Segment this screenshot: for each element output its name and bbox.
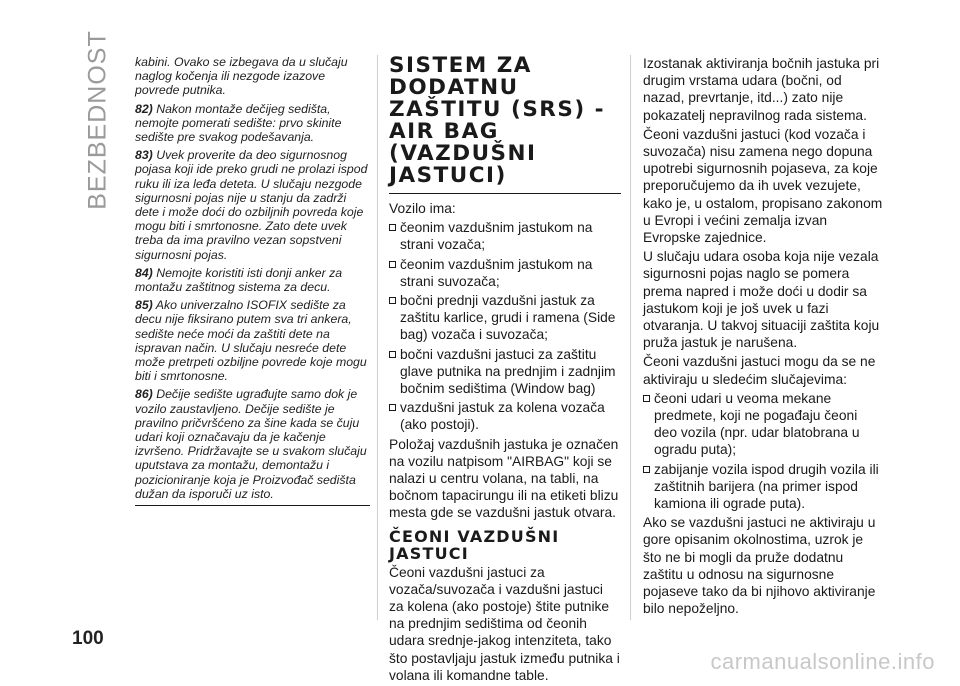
notes-column <box>135 55 370 506</box>
note-82 <box>135 102 370 145</box>
footer-watermark[interactable]: carmanualsonline.info <box>710 649 935 674</box>
list-item-text: bočni vazdušni jastuci za zaštitu glave putnika na prednjim i zadnjim bočnim sedištima (Window bag) <box>400 346 616 397</box>
airbag-section-column <box>389 55 621 686</box>
column-divider-2 <box>630 55 631 620</box>
checkbox-bullet-icon <box>389 297 396 304</box>
continuation-column <box>643 55 883 620</box>
page-number: 100 <box>72 628 104 649</box>
list-item <box>389 219 621 253</box>
checkbox-bullet-icon <box>643 466 650 473</box>
note-84 <box>135 266 370 294</box>
checkbox-bullet-icon <box>389 224 396 231</box>
checkbox-bullet-icon <box>389 351 396 358</box>
list-item-text: čeonim vazdušnim jastukom na strani vozača; <box>400 220 593 253</box>
intro-text: Vozilo ima: <box>389 201 456 216</box>
list-item <box>389 346 621 398</box>
paragraph: Ako se vazdušni jastuci ne aktiviraju u gore opisanim okolnostima, uzrok je što ne bi mogli da pruže dodatnu zaštitu u odnosu na sigurnosne pojaseve tako da bi njihovo aktiviranje bilo nepoželjno. <box>643 515 876 617</box>
note-number: 83) <box>135 148 153 163</box>
note-text: Nemojte koristiti isti donji anker za montažu zaštitnog sistema za decu. <box>135 265 343 295</box>
note-number: 82) <box>135 101 153 116</box>
list-item-text: zabijanje vozila ispod drugih vozila ili zaštitnih barijera (na primer ispod kamiona ili ograde puta). <box>654 461 879 512</box>
note-text: Dečije sedište ugrađujte samo dok je vozilo zaustavljeno. Dečije sedište je pravilno pričvršćeno za šine kada se čuju udari koji označavaju da je kačenje izvršeno. Pridržavajte se u svakom slučaju uputstava za montažu, demontažu i pozicioniranje koja je Proizvođač sedišta dužan da isporuči uz isto. <box>135 387 367 501</box>
list-item <box>389 399 621 433</box>
note-number: 86) <box>135 387 153 402</box>
paragraph: U slučaju udara osoba koja nije vezala sigurnosni pojas naglo se pomera prema napred i može doći u dodir sa jastukom koji je još uvek u fazi otvaranja. U takvoj situaciji zaštita koju pruža jastuk je narušena. <box>643 249 880 351</box>
paragraph: Čeoni vazdušni jastuci (kod vozača i suvozača) nisu zamena nego dopuna upotrebi sigurnosnih pojaseva, za koje preporučujemo da ih uvek vezujete, kako je, u ostalom, propisano zakonom u Evropi i većini zemalja izvan Evropske zajednice. <box>643 126 883 246</box>
subsection-heading: ČEONI VAZDUŠNI JASTUCI <box>389 526 560 563</box>
note-83 <box>135 148 370 262</box>
notes-end-rule <box>135 505 370 506</box>
note-85 <box>135 298 370 383</box>
paragraph: Čeoni vazdušni jastuci mogu da se ne aktiviraju u sledećim slučajevima: <box>643 354 876 387</box>
note-text: Nakon montaže dečijeg sedišta, nemojte pomerati sedište: prvo skinite sedište pre svakog podešavanja. <box>135 101 342 145</box>
note-86 <box>135 387 370 501</box>
list-item-text: čeoni udari u veoma mekane predmete, koji ne pogađaju čeoni deo vozila (npr. udar blatobrana u ogradu puta); <box>654 390 860 458</box>
column-divider-1 <box>377 55 378 620</box>
paragraph: Izostanak aktiviranja bočnih jastuka pri drugim vrstama udara (bočni, od nazad, prevrtanje, itd...) zato nije pokazatelj nepravilnog rada sistema. <box>643 56 880 123</box>
note-intro: kabini. Ovako se izbegava da u slučaju naglog kočenja ili nezgode izazove povrede putnika. <box>135 55 348 98</box>
checkbox-bullet-icon <box>389 404 396 411</box>
section-side-title <box>83 30 113 210</box>
paragraph: Čeoni vazdušni jastuci za vozača/suvozača i vazdušni jastuci za kolena (ako postoje) štite putnike na prednjim sedištima od čeonih udara srednje-jakog intenziteta, tako što postavljaju jastuk između putnika i volana ili komandne table. <box>389 564 620 683</box>
list-item <box>643 390 883 459</box>
section-heading: SISTEM ZA DODATNU ZAŠTITU (SRS) - AIR BAG (VAZDUŠNI JASTUCI) <box>389 55 621 194</box>
side-title-text: BEZBEDNOST <box>83 30 112 210</box>
list-item <box>389 256 621 290</box>
note-number: 84) <box>135 265 153 280</box>
list-item <box>643 461 883 513</box>
list-item <box>389 292 621 344</box>
checkbox-bullet-icon <box>389 261 396 268</box>
checkbox-bullet-icon <box>643 395 650 402</box>
list-item-text: čeonim vazdušnim jastukom na strani suvozača; <box>400 256 593 289</box>
note-number: 85) <box>135 298 153 313</box>
list-item-text: bočni prednji vazdušni jastuk za zaštitu karlice, grudi i ramena (Side bag) vozača i suvozača; <box>400 293 616 343</box>
paragraph: Položaj vazdušnih jastuka je označen na vozilu natpisom "AIRBAG" koji se nalazi u centru volana, na tabli, na bočnom tapacirungu ili na etiketi blizu mesta gde se vazdušni jastuk otvara. <box>389 436 619 521</box>
note-text: Ako univerzalno ISOFIX sedište za decu nije fiksirano putem sva tri ankera, sedište neće moći da zaštiti dete na ispravan način. U slučaju nesreće dete može pretrpeti ozbiljne povrede koje mogu biti i smrtonosne. <box>135 298 367 384</box>
note-text: Uvek proverite da deo sigurnosnog pojasa koji ide preko grudi ne prolazi ispod ruku ili iza leđa deteta. U slučaju nezgode sigurnosni pojas nije u stanju da zadrži dete i može doći do ozbiljnih povreda koje mogu biti i smrtonosne. Zato dete uvek treba da ima pravilno vezan sopstveni sigurnosni pojas. <box>135 148 368 262</box>
list-item-text: vazdušni jastuk za kolena vozača (ako postoji). <box>400 400 605 433</box>
